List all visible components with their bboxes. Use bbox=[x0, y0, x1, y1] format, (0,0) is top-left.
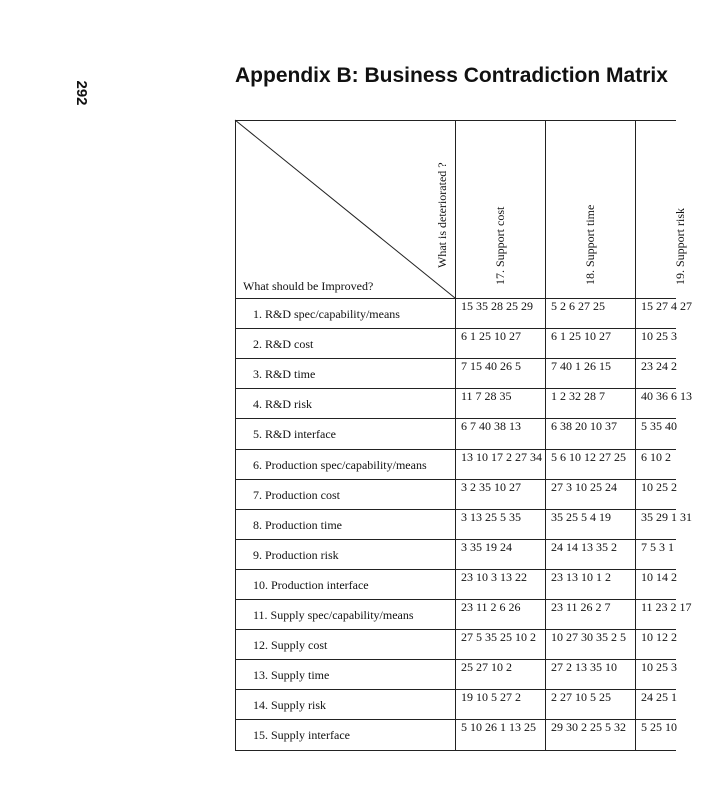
matrix-cell: 11 23 2 17 bbox=[641, 600, 692, 614]
matrix-cell: 6 38 20 10 37 bbox=[551, 419, 617, 433]
row-label: 12. Supply cost bbox=[253, 638, 328, 652]
matrix-cell: 25 27 10 2 bbox=[461, 660, 512, 674]
row-label: 13. Supply time bbox=[253, 668, 330, 682]
matrix-cell: 10 27 30 35 2 5 bbox=[551, 630, 626, 644]
matrix-cell: 7 15 40 26 5 bbox=[461, 359, 521, 373]
matrix-cell: 19 10 5 27 2 bbox=[461, 690, 521, 704]
row-label: 14. Supply risk bbox=[253, 698, 327, 712]
matrix-cell: 40 36 6 13 bbox=[641, 389, 692, 403]
matrix-cell: 6 10 2 bbox=[641, 450, 671, 464]
matrix-cell: 3 2 35 10 27 bbox=[461, 480, 521, 494]
matrix-cell: 13 10 17 2 27 34 bbox=[461, 450, 542, 464]
matrix-cell: 10 25 3 bbox=[641, 660, 677, 674]
row-label: 15. Supply interface bbox=[253, 728, 350, 742]
matrix-cell: 1 2 32 28 7 bbox=[551, 389, 605, 403]
row-label: 9. Production risk bbox=[253, 548, 339, 562]
matrix-cell: 24 14 13 35 2 bbox=[551, 540, 617, 554]
improved-axis-label: What should be Improved? bbox=[243, 279, 374, 293]
matrix-cell: 15 27 4 27 bbox=[641, 299, 692, 313]
matrix-cell: 10 25 3 bbox=[641, 329, 677, 343]
row-label: 8. Production time bbox=[253, 518, 342, 532]
column-divider bbox=[545, 120, 546, 750]
row-label: 11. Supply spec/capability/means bbox=[253, 608, 414, 622]
matrix-cell: 5 25 10 bbox=[641, 720, 677, 734]
col-support-risk-header: 19. Support risk bbox=[673, 207, 687, 285]
col-support-time-header: 18. Support time bbox=[583, 204, 597, 285]
matrix-cell: 23 13 10 1 2 bbox=[551, 570, 611, 584]
matrix-cell: 7 40 1 26 15 bbox=[551, 359, 611, 373]
matrix-cell: 6 1 25 10 27 bbox=[551, 329, 611, 343]
matrix-cell: 3 35 19 24 bbox=[461, 540, 512, 554]
row-label: 4. R&D risk bbox=[253, 397, 313, 411]
row-label: 6. Production spec/capability/means bbox=[253, 458, 427, 472]
table-border-left bbox=[235, 120, 236, 750]
col-support-cost-header: 17. Support cost bbox=[493, 206, 507, 285]
row-label: 1. R&D spec/capability/means bbox=[253, 307, 400, 321]
matrix-cell: 10 14 2 bbox=[641, 570, 677, 584]
page-title: Appendix B: Business Contradiction Matrix bbox=[235, 64, 668, 87]
matrix-cell: 24 25 1 bbox=[641, 690, 677, 704]
matrix-cell: 11 7 28 35 bbox=[461, 389, 512, 403]
deteriorated-axis-label: What is deteriorated ? bbox=[435, 162, 449, 268]
matrix-cell: 27 3 10 25 24 bbox=[551, 480, 617, 494]
row-label: 7. Production cost bbox=[253, 488, 340, 502]
row-divider bbox=[235, 750, 676, 751]
matrix-cell: 15 35 28 25 29 bbox=[461, 299, 533, 313]
matrix-cell: 23 24 2 bbox=[641, 359, 677, 373]
matrix-cell: 23 11 2 6 26 bbox=[461, 600, 521, 614]
matrix-cell: 5 35 40 bbox=[641, 419, 677, 433]
matrix-cell: 10 12 2 bbox=[641, 630, 677, 644]
matrix-cell: 5 2 6 27 25 bbox=[551, 299, 605, 313]
matrix-cell: 35 29 1 31 bbox=[641, 510, 692, 524]
row-label: 10. Production interface bbox=[253, 578, 369, 592]
matrix-cell: 6 1 25 10 27 bbox=[461, 329, 521, 343]
row-label: 2. R&D cost bbox=[253, 337, 314, 351]
matrix-cell: 27 5 35 25 10 2 bbox=[461, 630, 536, 644]
matrix-cell: 10 25 2 bbox=[641, 480, 677, 494]
page-number: 292 bbox=[73, 80, 90, 106]
matrix-cell: 2 27 10 5 25 bbox=[551, 690, 611, 704]
matrix-cell: 6 7 40 38 13 bbox=[461, 419, 521, 433]
row-label: 5. R&D interface bbox=[253, 427, 336, 441]
matrix-cell: 3 13 25 5 35 bbox=[461, 510, 521, 524]
matrix-cell: 23 11 26 2 7 bbox=[551, 600, 611, 614]
column-divider bbox=[455, 120, 456, 750]
matrix-cell: 35 25 5 4 19 bbox=[551, 510, 611, 524]
row-label: 3. R&D time bbox=[253, 367, 316, 381]
matrix-cell: 5 6 10 12 27 25 bbox=[551, 450, 626, 464]
matrix-cell: 29 30 2 25 5 32 bbox=[551, 720, 626, 734]
matrix-cell: 7 5 3 1 bbox=[641, 540, 674, 554]
matrix-cell: 23 10 3 13 22 bbox=[461, 570, 527, 584]
column-divider bbox=[635, 120, 636, 750]
matrix-cell: 5 10 26 1 13 25 bbox=[461, 720, 536, 734]
matrix-cell: 27 2 13 35 10 bbox=[551, 660, 617, 674]
